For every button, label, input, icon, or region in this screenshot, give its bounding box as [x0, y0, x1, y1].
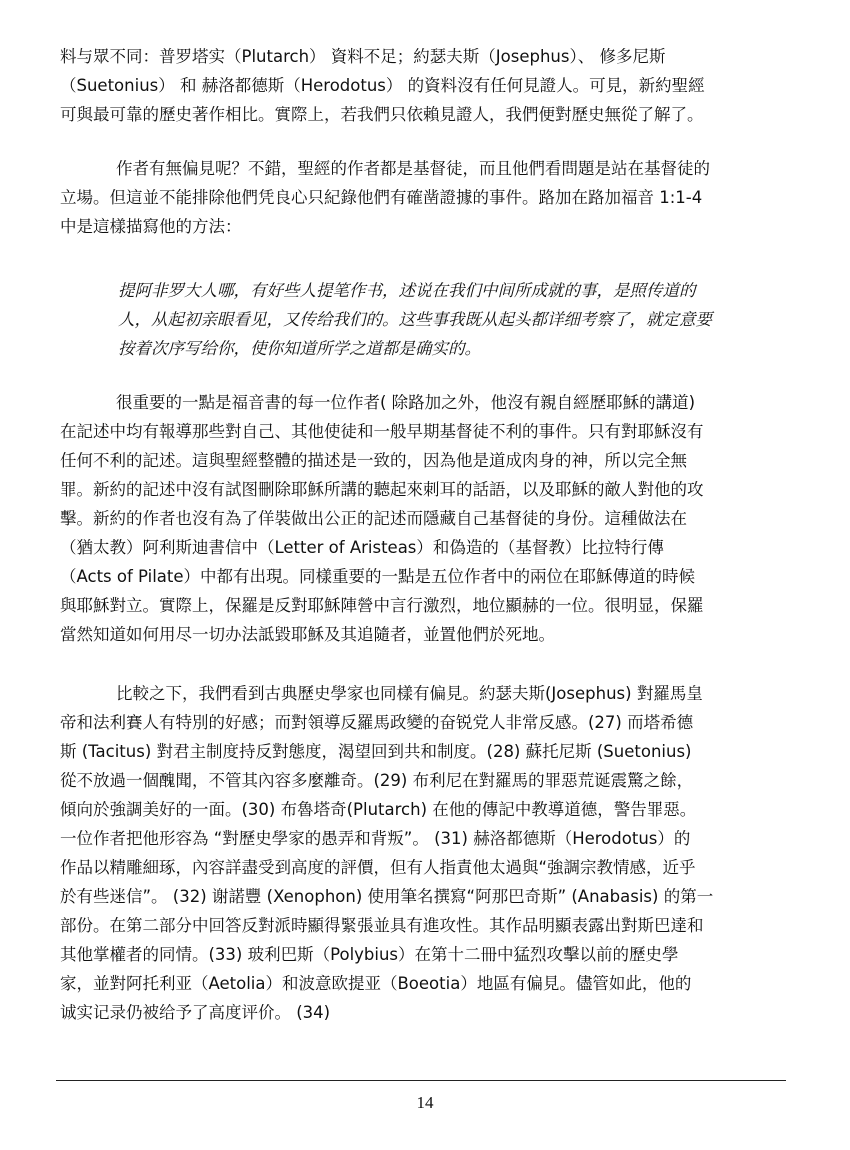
luke-quotation: [118, 276, 778, 363]
text-line: 當然知道如何用尽一切办法詆毀耶穌及其追隨者，並置他們於死地。: [60, 625, 555, 644]
paragraph-classical-historians: [60, 679, 790, 1027]
text-line: （Acts of Pilate）中都有出現。同樣重要的一點是五位作者中的兩位在耶穌傳道的時候: [60, 567, 696, 586]
text-line: 罪。新約的記述中沒有試图刪除耶穌所講的聽起來刺耳的話語，以及耶穌的敵人對他的攻: [60, 480, 704, 499]
text-line: 任何不利的記述。這與聖經整體的描述是一致的，因為他是道成肉身的神，所以完全無: [60, 451, 687, 470]
text-line: （Suetonius） 和 赫洛都德斯（Herodotus） 的資料沒有任何見證人。可見，新約聖經: [60, 76, 705, 95]
text-line: 很重要的一點是福音書的每一位作者( 除路加之外，他沒有親自經歷耶穌的講道): [116, 393, 696, 412]
text-line: （猶太教）阿利斯迪書信中（Letter of Aristeas）和偽造的（基督教）比拉特行傳: [60, 538, 664, 557]
text-line: 中是這樣描寫他的方法：: [60, 217, 242, 236]
text-line: 料与眾不同：普罗塔实（Plutarch） 資料不足；約瑟夫斯（Josephus）、 修多尼斯: [60, 47, 666, 66]
text-line: 其他掌權者的同情。(33) 玻利巴斯（Polybius）在第十二冊中猛烈攻擊以前的歷史學: [60, 945, 679, 964]
text-line: 作品以精雕細琢，內容詳盡受到高度的評價，但有人指責他太過與“強調宗教情感，近乎: [60, 858, 696, 877]
quote-line: 提阿非罗大人哪，有好些人提笔作书，述说在我们中间所成就的事，是照传道的: [118, 281, 696, 300]
text-line: 斯 (Tacitus) 對君主制度持反對態度，渴望回到共和制度。(28) 蘇托尼斯 (Suetonius): [60, 742, 692, 761]
text-line: 家，並對阿托利亚（Aetolia）和波意欧提亚（Boeotia）地區有偏見。儘管如此，他的: [60, 974, 692, 993]
text-line: 比較之下，我們看到古典歷史學家也同樣有偏見。約瑟夫斯(Josephus) 對羅馬皇: [116, 684, 703, 703]
text-line: 作者有無偏見呢？不錯，聖經的作者都是基督徒，而且他們看問題是站在基督徒的: [116, 159, 710, 178]
paragraph-gospel-authors: [60, 388, 790, 649]
text-line: 於有些迷信”。 (32) 谢諾豐 (Xenophon) 使用筆名撰寫“阿那巴奇斯” (Anabasis) 的第一: [60, 887, 714, 906]
quote-line: 按着次序写给你，使你知道所学之道都是确实的。: [118, 339, 481, 358]
text-line: 一位作者把他形容為 “對歷史學家的愚弄和背叛”。 (31) 赫洛都德斯（Herodotus）的: [60, 829, 691, 848]
page-number: 14: [416, 1093, 434, 1112]
text-line: 帝和法利賽人有特別的好感；而對領導反羅馬政變的奋锐党人非常反感。(27) 而塔希德: [60, 713, 694, 732]
text-line: 擊。新約的作者也沒有為了佯裝做出公正的記述而隱藏自己基督徒的身份。這種做法在: [60, 509, 687, 528]
text-line: 傾向於強調美好的一面。(30) 布魯塔奇(Plutarch) 在他的傳記中教導道德，警告罪惡。: [60, 800, 697, 819]
paragraph-author-bias: [60, 154, 790, 241]
text-line: 立場。但這並不能排除他們凭良心只紀錄他們有確凿證據的事件。路加在路加福音 1:1-4: [60, 188, 703, 207]
text-line: 部份。在第二部分中回答反對派時顯得緊張並具有進攻性。其作品明顯表露出對斯巴達和: [60, 916, 704, 935]
footer-divider: [56, 1080, 786, 1081]
text-line: 在記述中均有報導那些對自己、其他使徒和一般早期基督徒不利的事件。只有對耶穌沒有: [60, 422, 704, 441]
text-line: 從不放過一個醜聞，不管其內容多麼離奇。(29) 布利尼在對羅馬的罪惡荒诞震驚之餘，: [60, 771, 694, 790]
quote-line: 人，从起初亲眼看见，又传给我们的。这些事我既从起头都详细考察了，就定意要: [118, 310, 712, 329]
paragraph-sources-comparison: [60, 42, 790, 129]
text-line: 與耶穌對立。實際上，保羅是反對耶穌陣營中言行激烈，地位顯赫的一位。很明显，保羅: [60, 596, 704, 615]
text-line: 可與最可靠的歷史著作相比。實際上，若我們只依賴見證人，我們便對歷史無從了解了。: [60, 105, 704, 124]
text-line: 诚实记录仍被给予了高度评价。 (34): [60, 1003, 331, 1022]
